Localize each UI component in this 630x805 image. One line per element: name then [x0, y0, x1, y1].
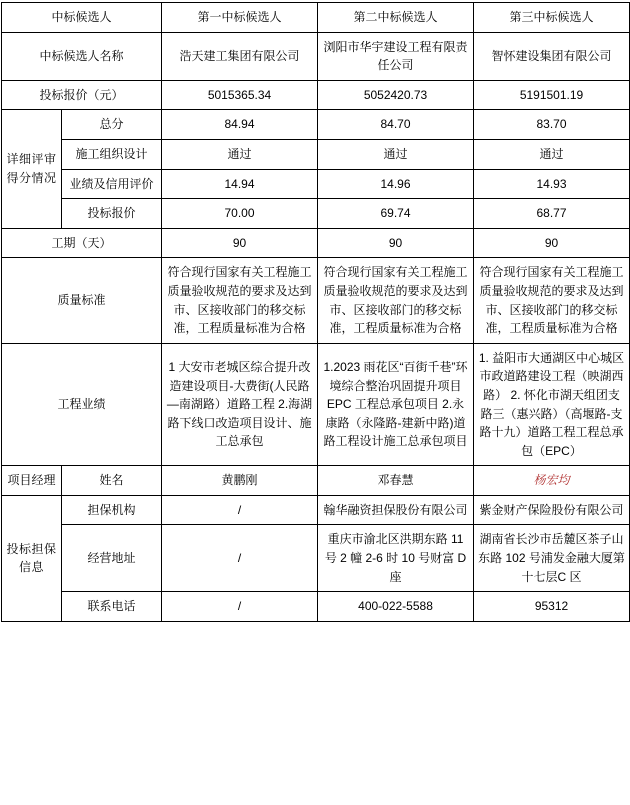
evaluation-item-3-value-2: 69.74: [318, 199, 474, 229]
table-row: [2, 495, 630, 525]
quality-standard-3: 符合现行国家有关工程施工质量验收规范的要求及达到市、区接收部门的移交标准，工程质量标准为合格: [474, 258, 630, 343]
row-label-evaluation: 详细评审得分情况: [2, 110, 62, 228]
performance-1: 1 大安市老城区综合提升改造建设项目-大费街(人民路—南湖路）道路工程 2.海湖路下线口改造项目设计、施工总承包: [162, 343, 318, 466]
duration-1: 90: [162, 228, 318, 258]
evaluation-item-2-value-2: 14.96: [318, 169, 474, 199]
project-manager-3: 杨宏均: [474, 466, 630, 496]
candidate-name-1: 浩天建工集团有限公司: [162, 32, 318, 80]
table-row: [2, 592, 630, 622]
duration-3: 90: [474, 228, 630, 258]
row-label-candidate-name: 中标候选人名称: [2, 32, 162, 80]
quality-standard-2: 符合现行国家有关工程施工质量验收规范的要求及达到市、区接收部门的移交标准，工程质量标准为合格: [318, 258, 474, 343]
guarantee-item-0-value-1: /: [162, 495, 318, 525]
guarantee-item-label-1: 经营地址: [62, 525, 162, 592]
table-row: [2, 258, 630, 343]
table-row: [2, 80, 630, 110]
guarantee-item-1-value-1: /: [162, 525, 318, 592]
evaluation-item-3-value-1: 70.00: [162, 199, 318, 229]
guarantee-item-0-value-2: 翰华融资担保股份有限公司: [318, 495, 474, 525]
guarantee-item-label-0: 担保机构: [62, 495, 162, 525]
bid-price-3: 5191501.19: [474, 80, 630, 110]
evaluation-item-1-value-2: 通过: [318, 139, 474, 169]
project-manager-1: 黄鹏刚: [162, 466, 318, 496]
bid-price-1: 5015365.34: [162, 80, 318, 110]
candidate-name-2: 浏阳市华宇建设工程有限责任公司: [318, 32, 474, 80]
row-label-guarantee: 投标担保信息: [2, 495, 62, 621]
guarantee-item-2-value-1: /: [162, 592, 318, 622]
guarantee-item-2-value-3: 95312: [474, 592, 630, 622]
row-label-project-manager: 项目经理: [2, 466, 62, 496]
evaluation-item-2-value-3: 14.93: [474, 169, 630, 199]
row-label-bid-price: 投标报价（元）: [2, 80, 162, 110]
row-label-performance: 工程业绩: [2, 343, 162, 466]
table-row: [2, 343, 630, 466]
quality-standard-1: 符合现行国家有关工程施工质量验收规范的要求及达到市、区接收部门的移交标准，工程质量标准为合格: [162, 258, 318, 343]
candidate-name-3: 智怀建设集团有限公司: [474, 32, 630, 80]
guarantee-item-2-value-2: 400-022-5588: [318, 592, 474, 622]
table-row: [2, 525, 630, 592]
evaluation-item-2-value-1: 14.94: [162, 169, 318, 199]
guarantee-item-1-value-2: 重庆市渝北区洪期东路 11 号 2 幢 2-6 时 10 号财富 D 座: [318, 525, 474, 592]
evaluation-item-label-3: 投标报价: [62, 199, 162, 229]
row-label-quality-standard: 质量标准: [2, 258, 162, 343]
performance-3: 1. 益阳市大通湖区中心城区市政道路建设工程（映湖西路） 2. 怀化市湖天组团支路三（惠兴路）（高堰路-支路十九）道路工程工程总承包（EPC）: [474, 343, 630, 466]
bid-price-2: 5052420.73: [318, 80, 474, 110]
evaluation-item-1-value-3: 通过: [474, 139, 630, 169]
evaluation-item-label-0: 总分: [62, 110, 162, 140]
table-row: [2, 110, 630, 140]
table-row: [2, 139, 630, 169]
header-candidate-3: 第三中标候选人: [474, 3, 630, 33]
evaluation-item-0-value-1: 84.94: [162, 110, 318, 140]
performance-2: 1.2023 雨花区“百街千巷”环境综合整治巩固提升项目 EPC 工程总承包项目 2.永康路（永隆路-建新中路)道路工程设计施工总承包项目: [318, 343, 474, 466]
evaluation-item-label-1: 施工组织设计: [62, 139, 162, 169]
evaluation-item-3-value-3: 68.77: [474, 199, 630, 229]
evaluation-item-0-value-3: 83.70: [474, 110, 630, 140]
evaluation-item-label-2: 业绩及信用评价: [62, 169, 162, 199]
bid-candidates-table: [1, 2, 630, 622]
table-row: [2, 466, 630, 496]
evaluation-item-0-value-2: 84.70: [318, 110, 474, 140]
table-row: [2, 32, 630, 80]
table-row: [2, 228, 630, 258]
guarantee-item-label-2: 联系电话: [62, 592, 162, 622]
project-manager-2: 邓春慧: [318, 466, 474, 496]
header-candidate-1: 第一中标候选人: [162, 3, 318, 33]
table-header-row: [2, 3, 630, 33]
guarantee-item-1-value-3: 湖南省长沙市岳麓区茶子山东路 102 号浦发金融大厦第十七层C 区: [474, 525, 630, 592]
guarantee-item-0-value-3: 紫金财产保险股份有限公司: [474, 495, 630, 525]
table-row: [2, 199, 630, 229]
duration-2: 90: [318, 228, 474, 258]
table-row: [2, 169, 630, 199]
project-manager-sublabel: 姓名: [62, 466, 162, 496]
header-row-label: 中标候选人: [2, 3, 162, 33]
header-candidate-2: 第二中标候选人: [318, 3, 474, 33]
evaluation-item-1-value-1: 通过: [162, 139, 318, 169]
row-label-duration: 工期（天）: [2, 228, 162, 258]
